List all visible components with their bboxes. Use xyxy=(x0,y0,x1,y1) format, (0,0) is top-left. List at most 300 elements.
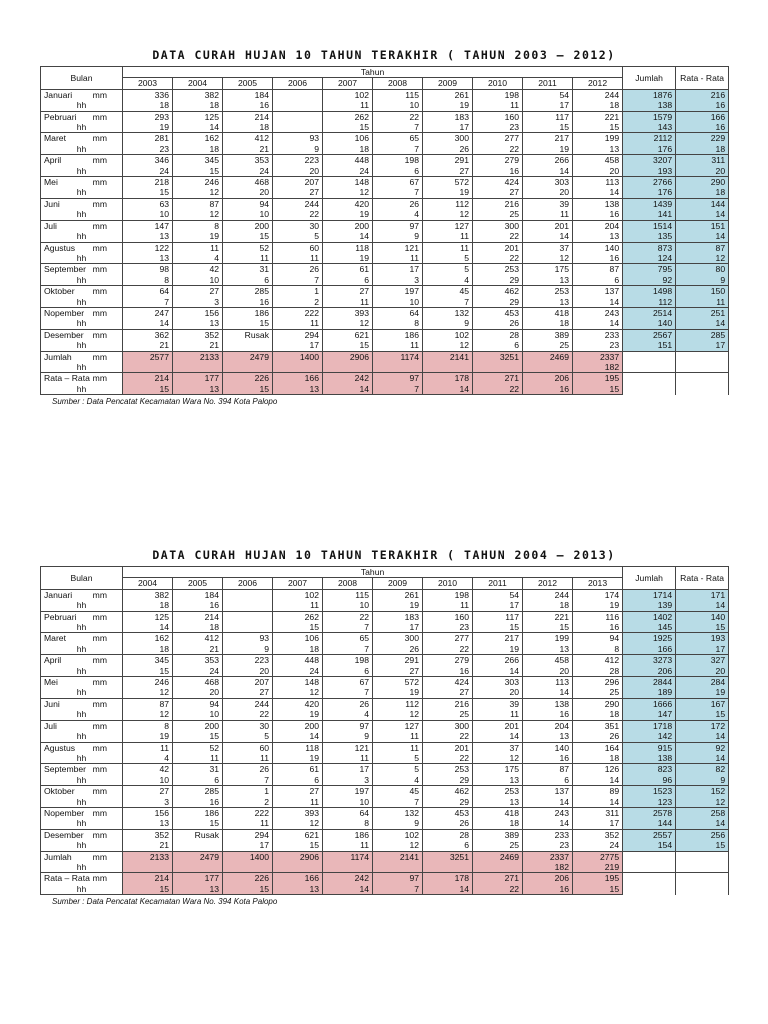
hh-cell: 24 xyxy=(323,166,373,177)
rata-mm-cell: 256 xyxy=(676,829,729,840)
mm-cell: 244 xyxy=(273,198,323,209)
hh-cell: 18 xyxy=(173,144,223,155)
jumlah-hh-cell: 176 xyxy=(623,187,676,198)
hh-cell: 13 xyxy=(523,297,573,308)
mm-cell: 353 xyxy=(223,155,273,166)
hh-cell: 22 xyxy=(423,753,473,764)
jumlah-mm-cell: 1925 xyxy=(623,633,676,644)
mm-cell: 247 xyxy=(123,307,173,318)
mm-cell: 266 xyxy=(523,155,573,166)
table-row xyxy=(41,133,729,144)
rata-empty-cell xyxy=(676,351,729,373)
hh-cell: 22 xyxy=(473,884,523,895)
mm-cell: Rusak xyxy=(173,829,223,840)
hh-cell: 22 xyxy=(423,731,473,742)
rata-mm-cell: 80 xyxy=(676,264,729,275)
jumlah-mm-cell: 3273 xyxy=(623,655,676,666)
jumlah-mm-cell: 2514 xyxy=(623,307,676,318)
table-row xyxy=(41,209,729,220)
row-name: Juni xyxy=(44,198,60,209)
table-row xyxy=(41,198,729,209)
table-row xyxy=(41,829,729,840)
hh-cell: 16 xyxy=(523,709,573,720)
hh-cell: 15 xyxy=(273,622,323,633)
mm-cell: 186 xyxy=(223,307,273,318)
rata-mm-cell: 251 xyxy=(676,307,729,318)
month-label xyxy=(41,155,123,166)
hh-cell: 18 xyxy=(473,818,523,829)
hh-cell: 29 xyxy=(473,275,523,286)
hh-cell: 15 xyxy=(473,622,523,633)
jumlah-hh-cell: 166 xyxy=(623,644,676,655)
hh-cell: 11 xyxy=(223,253,273,264)
hh-cell xyxy=(473,862,523,873)
hh-cell: 5 xyxy=(373,753,423,764)
mm-cell: 353 xyxy=(173,655,223,666)
mm-cell: 11 xyxy=(373,742,423,753)
month-label xyxy=(41,264,123,275)
jumlah-mm-cell: 823 xyxy=(623,764,676,775)
hh-cell: 12 xyxy=(523,253,573,264)
hh-cell xyxy=(373,362,423,373)
mm-cell: 222 xyxy=(273,307,323,318)
hh-cell: 11 xyxy=(373,253,423,264)
month-label-hh xyxy=(41,187,123,198)
mm-cell: 8 xyxy=(123,720,173,731)
rata-hh-cell: 18 xyxy=(676,144,729,155)
rata-mm-cell: 285 xyxy=(676,329,729,340)
mm-cell: 1400 xyxy=(223,851,273,862)
mm-cell: 218 xyxy=(123,177,173,188)
mm-cell: 204 xyxy=(523,720,573,731)
year-header: 2012 xyxy=(573,78,623,89)
mm-cell: 412 xyxy=(573,655,623,666)
mm-cell: 199 xyxy=(523,633,573,644)
table-row xyxy=(41,307,729,318)
rata-hh-cell: 14 xyxy=(676,731,729,742)
mm-cell: 186 xyxy=(173,807,223,818)
jumlah-mm-cell: 1523 xyxy=(623,786,676,797)
mm-cell: 462 xyxy=(423,786,473,797)
hh-cell: 8 xyxy=(373,318,423,329)
hh-cell: 3 xyxy=(323,775,373,786)
hh-cell: 9 xyxy=(223,644,273,655)
unit-hh: hh xyxy=(76,209,87,220)
month-label-hh xyxy=(41,100,123,111)
table-row xyxy=(41,286,729,297)
jumlah-mm-cell: 2567 xyxy=(623,329,676,340)
mm-cell: 572 xyxy=(423,177,473,188)
hh-cell: 26 xyxy=(573,731,623,742)
hh-cell: 17 xyxy=(273,340,323,351)
row-name: Desember xyxy=(44,829,84,840)
month-label xyxy=(41,286,123,297)
hh-cell: 11 xyxy=(423,600,473,611)
hh-cell: 5 xyxy=(273,231,323,242)
hh-cell: 11 xyxy=(473,100,523,111)
rata-mm-cell: 311 xyxy=(676,155,729,166)
table-row xyxy=(41,851,729,862)
mm-cell: 200 xyxy=(323,220,373,231)
mm-cell: 226 xyxy=(223,373,273,384)
hh-cell: 182 xyxy=(573,362,623,373)
mm-cell: 244 xyxy=(523,589,573,600)
mm-cell: 2141 xyxy=(373,851,423,862)
header-row xyxy=(41,67,729,78)
rata-mm-cell: 167 xyxy=(676,698,729,709)
jumlah-hh-cell: 124 xyxy=(623,253,676,264)
mm-cell: 94 xyxy=(223,198,273,209)
rata-hh-cell: 12 xyxy=(676,253,729,264)
month-label xyxy=(41,655,123,666)
mm-cell: 424 xyxy=(473,177,523,188)
row-name: Maret xyxy=(44,633,66,644)
hh-cell: 6 xyxy=(173,775,223,786)
mm-cell: 462 xyxy=(473,286,523,297)
mm-cell: 199 xyxy=(573,133,623,144)
mm-cell: 148 xyxy=(323,177,373,188)
mm-cell: 127 xyxy=(373,720,423,731)
hh-cell: 20 xyxy=(223,187,273,198)
hh-cell: 23 xyxy=(473,122,523,133)
jumlah-hh-cell: 139 xyxy=(623,600,676,611)
unit-mm: mm xyxy=(92,220,107,231)
hh-cell: 6 xyxy=(373,166,423,177)
hh-cell: 19 xyxy=(123,731,173,742)
mm-cell: 94 xyxy=(573,633,623,644)
hh-cell: 182 xyxy=(523,862,573,873)
hh-cell xyxy=(323,362,373,373)
mm-cell: 346 xyxy=(123,155,173,166)
mm-cell: 201 xyxy=(523,220,573,231)
mm-cell: 453 xyxy=(473,307,523,318)
unit-hh: hh xyxy=(76,187,87,198)
hh-cell: 26 xyxy=(473,318,523,329)
month-label-hh xyxy=(41,862,123,873)
mm-cell: 243 xyxy=(523,807,573,818)
mm-cell: 204 xyxy=(573,220,623,231)
unit-mm: mm xyxy=(92,655,107,666)
mm-cell: 37 xyxy=(473,742,523,753)
mm-cell: 102 xyxy=(373,829,423,840)
hh-cell: 23 xyxy=(123,144,173,155)
jumlah-mm-cell: 2766 xyxy=(623,177,676,188)
table-row xyxy=(41,840,729,851)
mm-cell: 2479 xyxy=(173,851,223,862)
table-row xyxy=(41,111,729,122)
hh-cell: 27 xyxy=(423,687,473,698)
hh-cell: 2 xyxy=(273,297,323,308)
hh-cell: 18 xyxy=(123,600,173,611)
unit-hh: hh xyxy=(76,883,87,894)
unit-hh: hh xyxy=(76,665,87,676)
mm-cell: 3251 xyxy=(473,351,523,362)
rata-mm-cell: 144 xyxy=(676,198,729,209)
mm-cell: 352 xyxy=(573,829,623,840)
jumlah-hh-cell: 112 xyxy=(623,297,676,308)
mm-cell: 67 xyxy=(323,677,373,688)
hh-cell: 15 xyxy=(173,818,223,829)
unit-mm: mm xyxy=(92,133,107,144)
hh-cell: 11 xyxy=(373,340,423,351)
mm-cell: 156 xyxy=(123,807,173,818)
hh-cell: 18 xyxy=(173,622,223,633)
hh-cell xyxy=(173,840,223,851)
hh-cell: 20 xyxy=(173,687,223,698)
hh-cell: 10 xyxy=(123,775,173,786)
mm-cell: 178 xyxy=(423,373,473,384)
table-row xyxy=(41,753,729,764)
mm-cell: 27 xyxy=(123,786,173,797)
hh-cell: 18 xyxy=(573,753,623,764)
hh-cell: 13 xyxy=(523,731,573,742)
hh-cell: 19 xyxy=(523,144,573,155)
unit-mm: mm xyxy=(92,177,107,188)
mm-cell: 87 xyxy=(523,764,573,775)
mm-cell: 45 xyxy=(423,286,473,297)
jumlah-hh-cell: 147 xyxy=(623,709,676,720)
unit-hh: hh xyxy=(76,165,87,176)
hh-cell: 7 xyxy=(373,797,423,808)
mm-cell: 198 xyxy=(373,155,423,166)
table-row xyxy=(41,589,729,600)
mm-cell: 186 xyxy=(373,329,423,340)
mm-cell: 140 xyxy=(523,742,573,753)
rata-mm-cell: 193 xyxy=(676,633,729,644)
hh-cell: 13 xyxy=(573,144,623,155)
row-name: Oktober xyxy=(44,786,75,797)
year-header: 2004 xyxy=(173,78,223,89)
mm-cell: 27 xyxy=(323,286,373,297)
hh-cell: 19 xyxy=(573,600,623,611)
hh-cell: 25 xyxy=(473,840,523,851)
hh-cell: 6 xyxy=(573,275,623,286)
row-name: Jumlah xyxy=(44,851,72,862)
jumlah-mm-cell: 2557 xyxy=(623,829,676,840)
rata-mm-cell: 166 xyxy=(676,111,729,122)
mm-cell: 1174 xyxy=(373,351,423,362)
month-label xyxy=(41,851,123,862)
mm-cell: 2141 xyxy=(423,351,473,362)
rata-mm-cell: 171 xyxy=(676,589,729,600)
month-label-hh xyxy=(41,884,123,895)
mm-cell: 2133 xyxy=(123,851,173,862)
hh-cell: 13 xyxy=(123,253,173,264)
unit-mm: mm xyxy=(92,851,107,862)
mm-cell: 98 xyxy=(123,264,173,275)
mm-cell: 97 xyxy=(373,373,423,384)
hh-cell: 11 xyxy=(423,231,473,242)
month-label-hh xyxy=(41,797,123,808)
hh-cell: 16 xyxy=(223,100,273,111)
hh-cell: 10 xyxy=(373,297,423,308)
hh-cell: 5 xyxy=(423,253,473,264)
unit-mm: mm xyxy=(92,373,107,384)
rata-hh-cell: 14 xyxy=(676,209,729,220)
hh-cell: 14 xyxy=(273,731,323,742)
hh-cell: 10 xyxy=(173,275,223,286)
rata-hh-cell: 14 xyxy=(676,753,729,764)
unit-hh: hh xyxy=(76,861,87,872)
row-name: Nopember xyxy=(44,807,85,818)
mm-cell: 17 xyxy=(373,264,423,275)
hh-cell: 25 xyxy=(573,687,623,698)
hh-cell: 13 xyxy=(123,231,173,242)
mm-cell: 195 xyxy=(573,873,623,884)
jumlah-hh-cell: 144 xyxy=(623,818,676,829)
mm-cell: 382 xyxy=(173,89,223,100)
mm-cell: 106 xyxy=(323,133,373,144)
mm-cell: 200 xyxy=(223,220,273,231)
hh-cell: 6 xyxy=(323,275,373,286)
mm-cell: 201 xyxy=(423,742,473,753)
mm-cell: 27 xyxy=(273,786,323,797)
row-name: Juni xyxy=(44,698,60,709)
unit-hh: hh xyxy=(76,231,87,242)
hh-cell: 27 xyxy=(423,166,473,177)
hh-cell: 3 xyxy=(173,297,223,308)
table-title: DATA CURAH HUJAN 10 TAHUN TERAKHIR ( TAHUN 2003 – 2012) xyxy=(152,48,616,62)
hh-cell: 16 xyxy=(573,209,623,220)
jumlah-mm-cell: 1718 xyxy=(623,720,676,731)
mm-cell: 300 xyxy=(423,133,473,144)
hh-cell: 15 xyxy=(523,122,573,133)
mm-cell: 290 xyxy=(573,698,623,709)
hh-cell: 13 xyxy=(123,818,173,829)
mm-cell: 296 xyxy=(573,677,623,688)
rata-mm-cell: 150 xyxy=(676,286,729,297)
hh-cell: 9 xyxy=(373,231,423,242)
hh-cell: 11 xyxy=(273,253,323,264)
mm-cell: 156 xyxy=(173,307,223,318)
unit-hh: hh xyxy=(76,252,87,263)
month-label xyxy=(41,89,123,100)
hh-cell: 15 xyxy=(123,187,173,198)
hh-cell: 7 xyxy=(373,884,423,895)
hh-cell: 4 xyxy=(173,253,223,264)
jumlah-hh-cell: 193 xyxy=(623,166,676,177)
unit-mm: mm xyxy=(92,155,107,166)
mm-cell: 132 xyxy=(423,307,473,318)
hh-cell: 25 xyxy=(423,709,473,720)
year-header: 2007 xyxy=(273,578,323,589)
mm-cell: 345 xyxy=(173,155,223,166)
mm-cell: 253 xyxy=(473,264,523,275)
unit-hh: hh xyxy=(76,122,87,133)
mm-cell: 42 xyxy=(173,264,223,275)
rata-empty-cell xyxy=(676,373,729,395)
rata-mm-cell: 92 xyxy=(676,742,729,753)
unit-hh: hh xyxy=(76,840,87,851)
month-label xyxy=(41,742,123,753)
mm-cell: 420 xyxy=(273,698,323,709)
hh-cell: 18 xyxy=(273,644,323,655)
hh-cell: 19 xyxy=(273,753,323,764)
hh-cell: 18 xyxy=(123,644,173,655)
hh-cell: 7 xyxy=(123,297,173,308)
rata-hh-cell: 17 xyxy=(676,644,729,655)
mm-cell: 412 xyxy=(173,633,223,644)
hh-cell: 12 xyxy=(273,818,323,829)
hh-cell: 3 xyxy=(373,275,423,286)
mm-cell: 30 xyxy=(223,720,273,731)
mm-cell: 362 xyxy=(123,329,173,340)
table-row xyxy=(41,297,729,308)
month-label-hh xyxy=(41,253,123,264)
mm-cell: 226 xyxy=(223,873,273,884)
unit-mm: mm xyxy=(92,307,107,318)
mm-cell: 121 xyxy=(373,242,423,253)
mm-cell: 45 xyxy=(373,786,423,797)
table-row xyxy=(41,709,729,720)
mm-cell: 42 xyxy=(123,764,173,775)
mm-cell: 52 xyxy=(173,742,223,753)
mm-cell: 8 xyxy=(173,220,223,231)
mm-cell: 352 xyxy=(173,329,223,340)
row-name: Rata – Rata xyxy=(44,373,90,384)
mm-cell: 2337 xyxy=(573,351,623,362)
mm-cell: 2577 xyxy=(123,351,173,362)
month-label-hh xyxy=(41,687,123,698)
unit-mm: mm xyxy=(92,351,107,362)
rata-hh-cell: 12 xyxy=(676,797,729,808)
mm-cell: 214 xyxy=(123,373,173,384)
mm-cell: 233 xyxy=(523,829,573,840)
rata-mm-cell: 290 xyxy=(676,177,729,188)
hh-cell: 15 xyxy=(123,884,173,895)
mm-cell: 65 xyxy=(323,633,373,644)
hh-cell: 19 xyxy=(373,600,423,611)
mm-cell: 201 xyxy=(473,720,523,731)
month-label-hh xyxy=(41,209,123,220)
rainfall-section-1 xyxy=(40,44,728,406)
mm-cell: 271 xyxy=(473,873,523,884)
month-label-hh xyxy=(41,144,123,155)
mm-cell: 11 xyxy=(123,742,173,753)
mm-cell: 61 xyxy=(323,264,373,275)
jumlah-empty-cell xyxy=(623,851,676,873)
year-header: 2008 xyxy=(373,78,423,89)
mm-cell: 102 xyxy=(273,589,323,600)
hh-cell: 24 xyxy=(223,166,273,177)
mm-cell: 106 xyxy=(273,633,323,644)
jumlah-hh-cell: 141 xyxy=(623,209,676,220)
hh-cell: 23 xyxy=(573,340,623,351)
hh-cell: 21 xyxy=(223,144,273,155)
row-name: Mei xyxy=(44,177,58,188)
hh-cell: 22 xyxy=(423,644,473,655)
mm-cell: 177 xyxy=(173,373,223,384)
hh-cell: 9 xyxy=(423,318,473,329)
mm-cell: 26 xyxy=(273,264,323,275)
mm-cell: 65 xyxy=(373,133,423,144)
rata-mm-cell: 151 xyxy=(676,220,729,231)
hh-cell: 24 xyxy=(123,166,173,177)
mm-cell: 221 xyxy=(573,111,623,122)
mm-cell: 117 xyxy=(473,611,523,622)
hh-cell: 24 xyxy=(573,840,623,851)
hh-cell: 14 xyxy=(573,187,623,198)
mm-cell: 118 xyxy=(273,742,323,753)
mm-cell: 28 xyxy=(473,329,523,340)
year-header: 2009 xyxy=(423,78,473,89)
hh-cell: 11 xyxy=(223,818,273,829)
unit-mm: mm xyxy=(92,264,107,275)
mm-cell: 303 xyxy=(473,677,523,688)
hh-cell: 7 xyxy=(373,122,423,133)
hh-cell: 16 xyxy=(173,797,223,808)
mm-cell: 64 xyxy=(373,307,423,318)
